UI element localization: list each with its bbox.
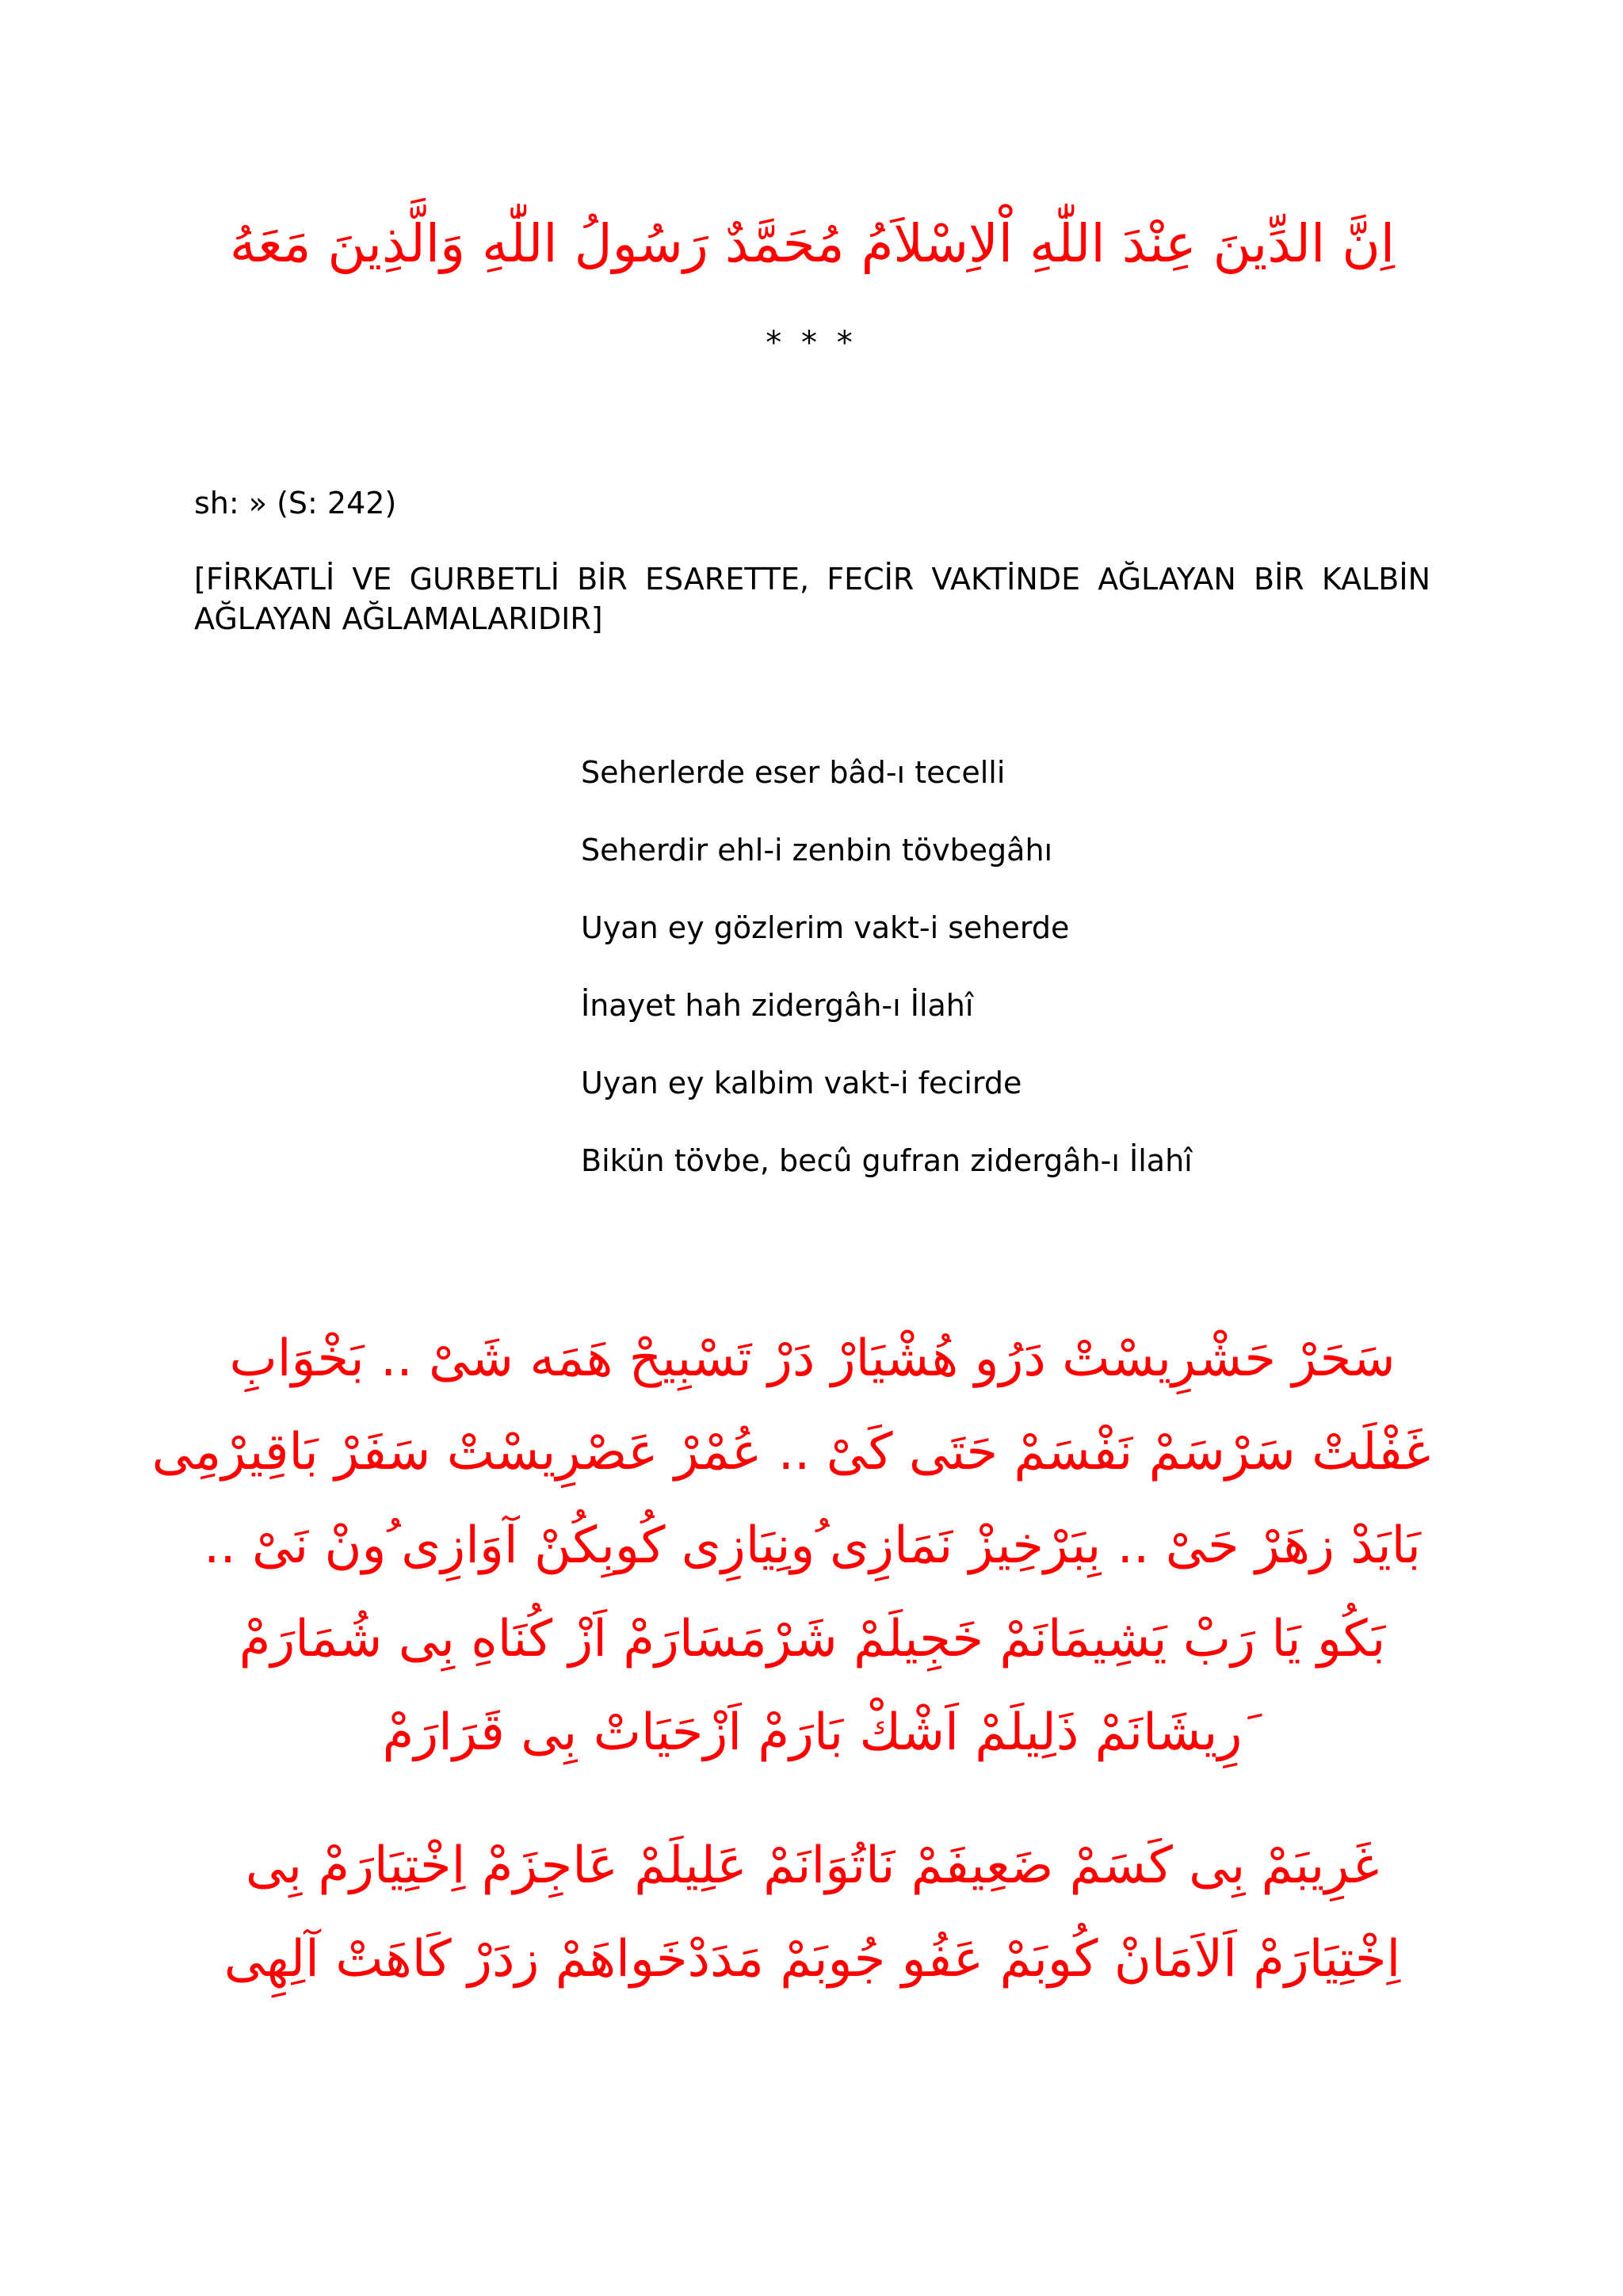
turkish-poem (581, 753, 1193, 1219)
poem-line: Uyan ey kalbim vakt-i fecirde (581, 1066, 1022, 1100)
page-reference: sh: » (S: 242) (194, 486, 397, 521)
arabic-prayer-block-1 (151, 1312, 1430, 1779)
arabic-line: بَكُو يَا رَبْ يَشِيمَانَمْ خَجِيلَمْ شَرْمَسَارَمْ اَزْ كُنَاهِ بِى شُمَارَمْ (239, 1610, 1386, 1669)
arabic-line: َرِيشَانَمْ ذَلِيلَمْ اَشْكْ بَارَمْ اَزْحَيَاتْ بِى قَرَارَمْ (382, 1703, 1243, 1762)
arabic-line: غَفْلَتْ سَرْسَمْ نَفْسَمْ حَتَى كَىْ .. عُمْرْ عَصْرِيسْتْ سَفَرْ بَاقِيرْمِى (151, 1423, 1430, 1482)
arabic-line: غَرِيبَمْ بِى كَسَمْ ضَعِيفَمْ نَاتُوَانَمْ عَلِيلَمْ عَاجِزَمْ اِخْتِيَارَمْ بِى (245, 1836, 1380, 1895)
poem-line: Seherdir ehl-i zenbin tövbegâhı (581, 833, 1053, 868)
arabic-header-verse: اِنَّ الدِّينَ عِنْدَ اللّٰهِ اْلاِسْلاَمُ مُحَمَّدٌ رَسُولُ اللّٰهِ وَالَّذِينَ مَعَهُ (229, 213, 1396, 274)
section-heading: [FİRKATLİ VE GURBETLİ BİR ESARETTE, FECİR VAKTİNDE AĞLAYAN BİR KALBİN AĞLAYAN AĞLAMALARIDIR] (194, 562, 1430, 636)
poem-line: Bikün tövbe, becû gufran zidergâh-ı İlahî (581, 1143, 1193, 1178)
poem-line: İnayet hah zidergâh-ı İlahî (581, 988, 974, 1023)
arabic-line: بَايَدْ زهَرْ حَىْ .. بِبَرْخِيزْ نَمَازِى ُونِيَازِى كُوبِكُنْ آوَازِى ُونْ نَىْ .. (204, 1516, 1421, 1575)
poem-line: Uyan ey gözlerim vakt-i seherde (581, 910, 1070, 945)
separator-stars: * * * (766, 325, 857, 361)
arabic-line: اِخْتِيَارَمْ اَلاَمَانْ كُوبَمْ عَفُو جُوبَمْ مَدَدْخَواهَمْ زدَرْ كَاهَتْ آلِهِى (223, 1930, 1401, 1989)
arabic-line: سَحَرْ حَشْرِيسْتْ دَرُو هُشْيَارْ دَرْ تَسْبِيحْ هَمَه شَىْ .. بَخْوَابِ (229, 1329, 1396, 1388)
arabic-prayer-block-2 (194, 1819, 1430, 2006)
poem-line: Seherlerde eser bâd-ı tecelli (581, 755, 1006, 790)
